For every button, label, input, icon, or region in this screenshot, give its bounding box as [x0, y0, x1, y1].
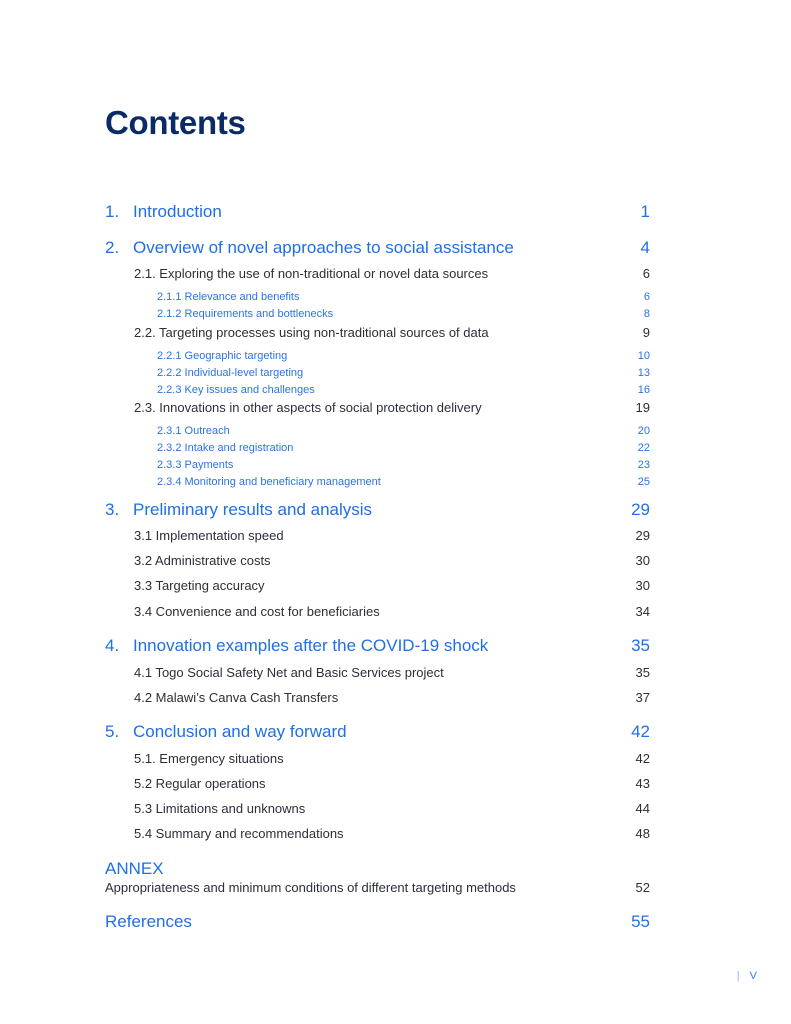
toc-page-number: 52	[635, 880, 650, 895]
toc-entry-label: 2.3.4 Monitoring and beneficiary management	[157, 476, 381, 488]
toc-entry-label: 2.2.2 Individual-level targeting	[157, 367, 304, 379]
toc-entry-label: Preliminary results and analysis	[133, 500, 373, 519]
toc-entry-preliminary-results[interactable]	[0, 500, 791, 520]
toc-entry-label: 5.1. Emergency situations	[134, 751, 284, 766]
toc-page-number: 6	[642, 266, 650, 281]
toc-subentry-3-2[interactable]	[0, 551, 791, 571]
toc-entry-label: References	[105, 912, 192, 931]
toc-page-number: 35	[631, 636, 650, 655]
toc-page-number: 43	[635, 776, 650, 791]
toc-entry-label: 2.2.3 Key issues and challenges	[157, 384, 315, 396]
toc-entry-label: 5.2 Regular operations	[134, 776, 266, 791]
toc-page-number: 48	[635, 826, 650, 841]
toc-subentry-4-1[interactable]	[0, 663, 791, 683]
toc-entry-label: 3.2 Administrative costs	[134, 553, 271, 568]
toc-page-number: 55	[631, 912, 650, 931]
toc-entry-label: Appropriateness and minimum conditions of different targeting methods	[105, 880, 516, 895]
toc-entry-label: 2.3.3 Payments	[157, 459, 234, 471]
toc-entry-innovation-examples[interactable]	[0, 636, 791, 656]
toc-subentry-3-1[interactable]	[0, 526, 791, 546]
toc-page-number: 9	[642, 325, 650, 340]
section-number: 5.	[105, 722, 120, 741]
toc-subentry-5-1[interactable]	[0, 749, 791, 769]
toc-entry-label: 5.4 Summary and recommendations	[134, 826, 344, 841]
section-number: 4.	[105, 636, 120, 655]
toc-subentry-5-3[interactable]	[0, 799, 791, 819]
toc-subentry-5-4[interactable]	[0, 824, 791, 844]
toc-entry-label: 2.3. Innovations in other aspects of social protection delivery	[134, 400, 482, 415]
toc-entry-label: Introduction	[133, 202, 222, 221]
footer-separator: |	[736, 970, 740, 982]
toc-page-number: 42	[635, 751, 650, 766]
toc-entry-label: 2.3.1 Outreach	[157, 425, 230, 437]
section-number: 3.	[105, 500, 120, 519]
toc-page-number: 10	[637, 350, 650, 362]
footer-page-number: V	[749, 970, 757, 982]
toc-entry-label: 3.3 Targeting accuracy	[134, 578, 265, 593]
toc-entry-label: 2.1. Exploring the use of non-traditional or novel data sources	[134, 266, 489, 281]
toc-entry-label: 2.1.1 Relevance and benefits	[157, 291, 300, 303]
toc-page-number: 23	[637, 459, 650, 471]
toc-page-number: 20	[637, 425, 650, 437]
toc-page-number: 8	[643, 308, 650, 320]
toc-entry-label: Innovation examples after the COVID-19 shock	[133, 636, 489, 655]
toc-page-number: 30	[635, 578, 650, 593]
toc-entry-label: 2.3.2 Intake and registration	[157, 442, 294, 454]
section-number: 2.	[105, 238, 120, 257]
toc-page-number: 34	[635, 604, 650, 619]
toc-page-number: 35	[635, 665, 650, 680]
toc-subentry-4-2[interactable]	[0, 688, 791, 708]
toc-page-number: 22	[637, 442, 650, 454]
toc-page-number: 30	[635, 553, 650, 568]
toc-page-number: 4	[640, 238, 650, 257]
toc-entry-label: 4.2 Malawi’s Canva Cash Transfers	[134, 690, 339, 705]
toc-subentry-2-1[interactable]	[0, 264, 791, 284]
toc-entry-references[interactable]	[0, 912, 791, 932]
toc-entry-label: 2.2.1 Geographic targeting	[157, 350, 288, 362]
page-footer	[737, 970, 757, 982]
toc-subsubentry-2-3-4[interactable]	[0, 473, 791, 493]
toc-entry-introduction[interactable]	[0, 202, 791, 222]
toc-entry-label: 4.1 Togo Social Safety Net and Basic Services project	[134, 665, 444, 680]
toc-page-number: 29	[635, 528, 650, 543]
toc-page-number: 44	[635, 801, 650, 816]
toc-subentry-2-3[interactable]	[0, 398, 791, 418]
section-number: 1.	[105, 202, 120, 221]
toc-page-number: 29	[631, 500, 650, 519]
toc-page-number: 16	[637, 384, 650, 396]
annex-heading[interactable]: ANNEX	[105, 859, 164, 878]
toc-page-number: 1	[640, 202, 650, 221]
toc-entry-label: 2.2. Targeting processes using non-traditional sources of data	[134, 325, 489, 340]
toc-subentry-2-2[interactable]	[0, 323, 791, 343]
toc-entry-annex[interactable]	[0, 878, 791, 898]
toc-subentry-3-3[interactable]	[0, 576, 791, 596]
toc-page-number: 37	[635, 690, 650, 705]
toc-page-number: 13	[637, 367, 650, 379]
toc-entry-label: 2.1.2 Requirements and bottlenecks	[157, 308, 334, 320]
toc-page-number: 42	[631, 722, 650, 741]
toc-page-number: 19	[635, 400, 650, 415]
toc-subentry-3-4[interactable]	[0, 602, 791, 622]
toc-entry-label: Overview of novel approaches to social assistance	[133, 238, 514, 257]
toc-entry-conclusion[interactable]	[0, 722, 791, 742]
toc-entry-label: 3.4 Convenience and cost for beneficiaries	[134, 604, 380, 619]
toc-entry-label: Conclusion and way forward	[133, 722, 347, 741]
toc-page-number: 6	[643, 291, 650, 303]
toc-subsubentry-2-1-2[interactable]	[0, 305, 791, 325]
toc-subentry-5-2[interactable]	[0, 774, 791, 794]
toc-page-number: 25	[637, 476, 650, 488]
toc-entry-label: 3.1 Implementation speed	[134, 528, 284, 543]
toc-entry-label: 5.3 Limitations and unknowns	[134, 801, 306, 816]
page-title: Contents	[105, 104, 246, 141]
toc-entry-overview[interactable]	[0, 238, 791, 258]
